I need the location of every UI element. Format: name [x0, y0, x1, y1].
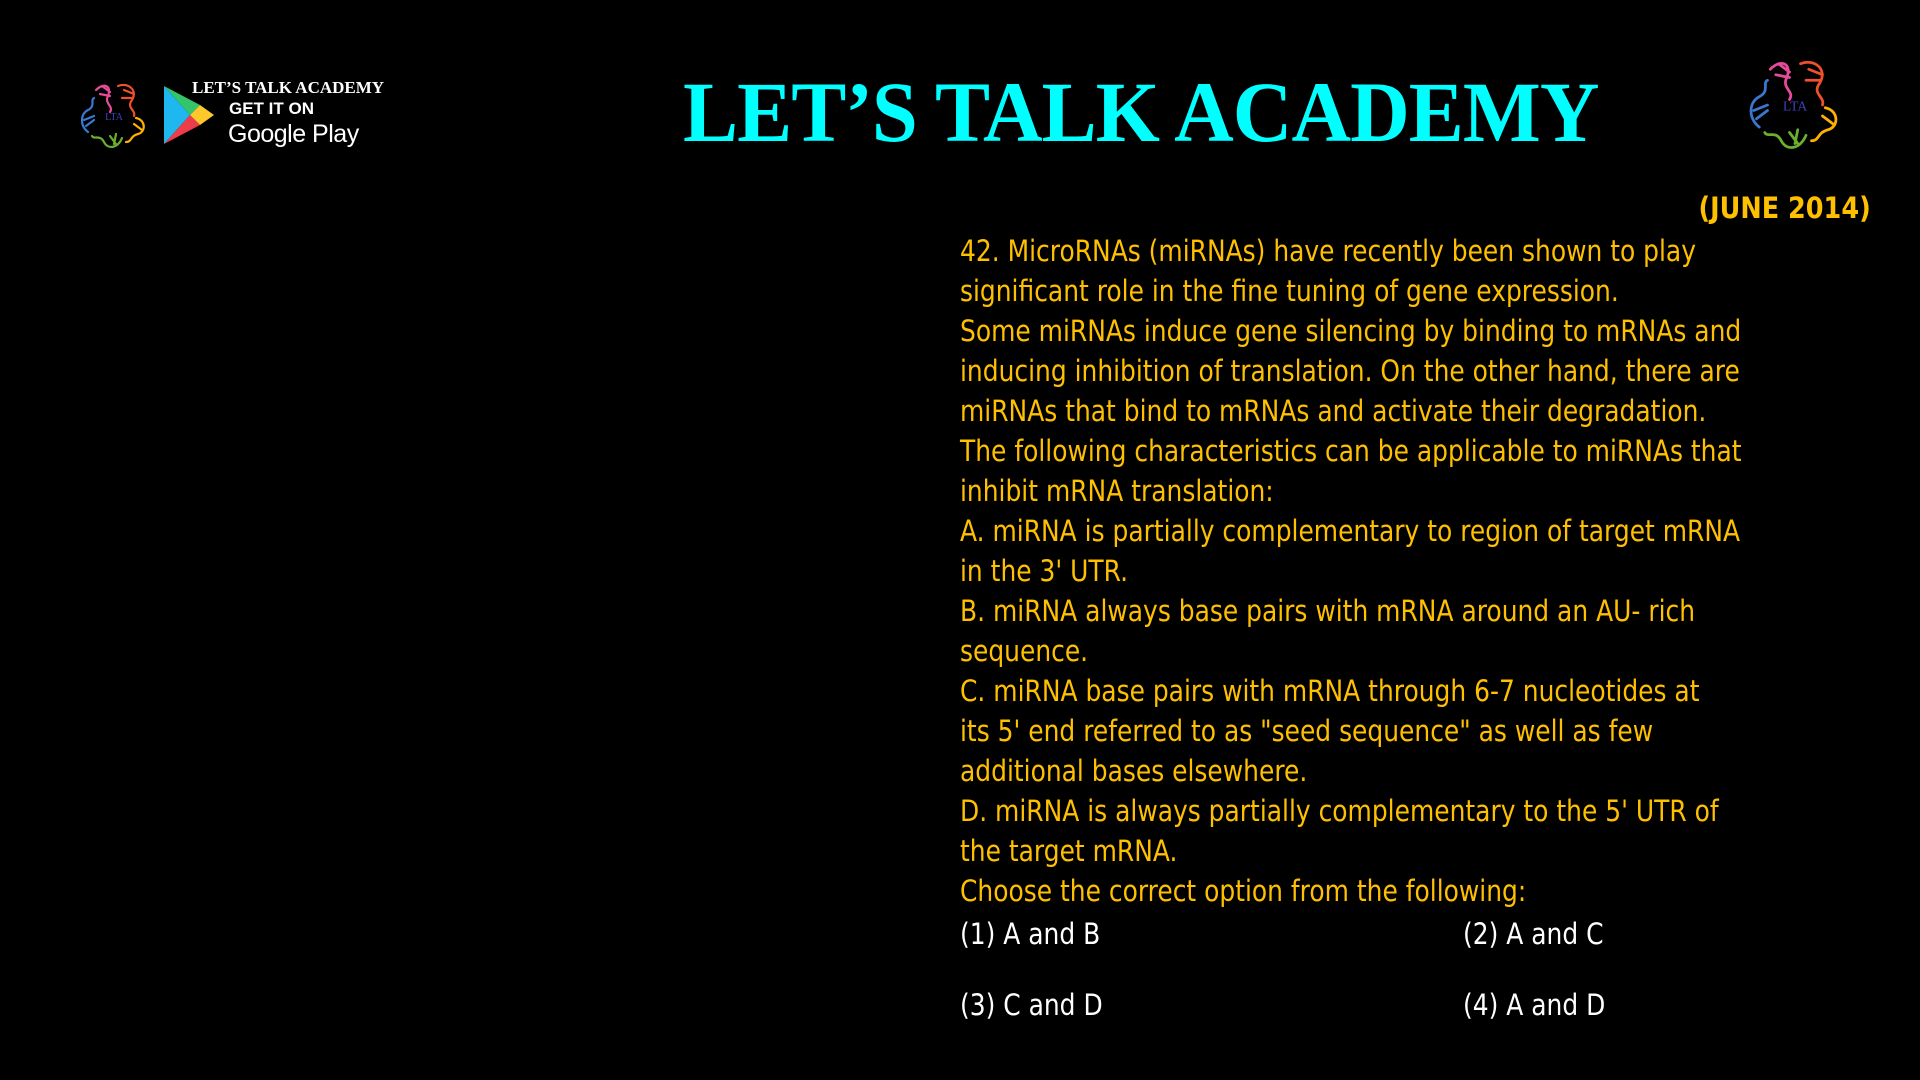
option-2[interactable]: (2) A and C [1463, 917, 1604, 951]
exam-date-tag: (JUNE 2014) [1698, 191, 1871, 225]
statement-c-line: C. miRNA base pairs with mRNA through 6-7 nucleotides at [960, 674, 1700, 708]
statement-b-line: sequence. [960, 634, 1089, 668]
statement-c-line: additional bases elsewhere. [960, 754, 1308, 788]
page-title: LET’S TALK ACADEMY [683, 64, 1599, 160]
choose-prompt: Choose the correct option from the following: [960, 874, 1527, 908]
get-it-on-label[interactable]: GET IT ON [229, 99, 314, 118]
statement-d-line: D. miRNA is always partially complementary to the 5' UTR of [960, 794, 1719, 828]
option-4[interactable]: (4) A and D [1463, 988, 1606, 1022]
app-badge-brand: LET’S TALK ACADEMY [192, 78, 385, 97]
lta-logo-right [1740, 50, 1850, 160]
question-line: significant role in the fine tuning of gene expression. [960, 274, 1619, 308]
option-1[interactable]: (1) A and B [960, 917, 1101, 951]
statement-a-line: in the 3' UTR. [960, 554, 1129, 588]
statement-c-line: its 5' end referred to as "seed sequence" as well as few [960, 714, 1654, 748]
question-line: Some miRNAs induce gene silencing by binding to mRNAs and [960, 314, 1742, 348]
option-3[interactable]: (3) C and D [960, 988, 1103, 1022]
svg-text:LTA: LTA [1782, 98, 1808, 114]
svg-text:LTA: LTA [105, 112, 123, 123]
question-text [960, 231, 1880, 911]
question-line: miRNAs that bind to mRNAs and activate their degradation. [960, 394, 1707, 428]
statement-d-line: the target mRNA. [960, 834, 1178, 868]
question-line: 42. MicroRNAs (miRNAs) have recently been shown to play [960, 234, 1696, 268]
question-line: The following characteristics can be applicable to miRNAs that [960, 434, 1742, 468]
statement-b-line: B. miRNA always base pairs with mRNA around an AU- rich [960, 594, 1696, 628]
protein-logo-icon [74, 76, 154, 156]
google-play-label[interactable]: Google Play [228, 120, 359, 148]
question-line: inhibit mRNA translation: [960, 474, 1274, 508]
question-line: inducing inhibition of translation. On the other hand, there are [960, 354, 1740, 388]
statement-a-line: A. miRNA is partially complementary to region of target mRNA [960, 514, 1741, 548]
lta-logo-left [74, 76, 154, 156]
protein-logo-icon [1740, 50, 1850, 160]
